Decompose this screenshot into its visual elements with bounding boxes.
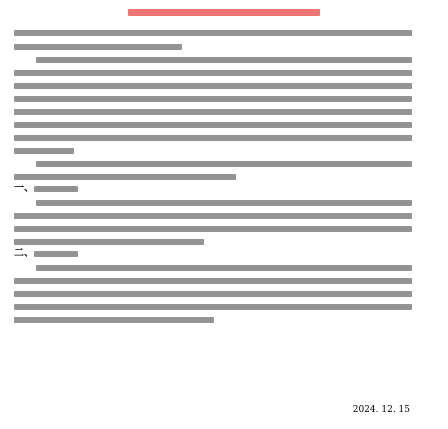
section-2-heading — [34, 251, 78, 257]
text-line — [14, 174, 236, 180]
text-line — [14, 109, 412, 115]
section-1-heading — [34, 186, 78, 192]
text-line — [14, 213, 412, 219]
text-line — [14, 148, 74, 154]
document-title — [60, 6, 388, 18]
text-line — [14, 239, 204, 245]
text-line — [36, 161, 412, 167]
text-line — [14, 135, 412, 141]
text-line — [14, 304, 412, 310]
text-line — [14, 122, 412, 128]
text-line — [36, 57, 412, 63]
text-line — [14, 30, 412, 36]
text-line — [14, 83, 412, 89]
text-line — [14, 44, 182, 50]
text-line — [14, 291, 412, 297]
section-2-number: 二、 — [14, 248, 34, 259]
section-1-number: 一、 — [14, 183, 34, 194]
text-line — [14, 278, 412, 284]
text-line — [36, 200, 412, 206]
document-date: 2024. 12. 15 — [352, 405, 410, 415]
text-line — [36, 265, 412, 271]
text-line — [14, 96, 412, 102]
text-line — [14, 317, 214, 323]
text-line — [14, 226, 412, 232]
text-line — [14, 70, 412, 76]
